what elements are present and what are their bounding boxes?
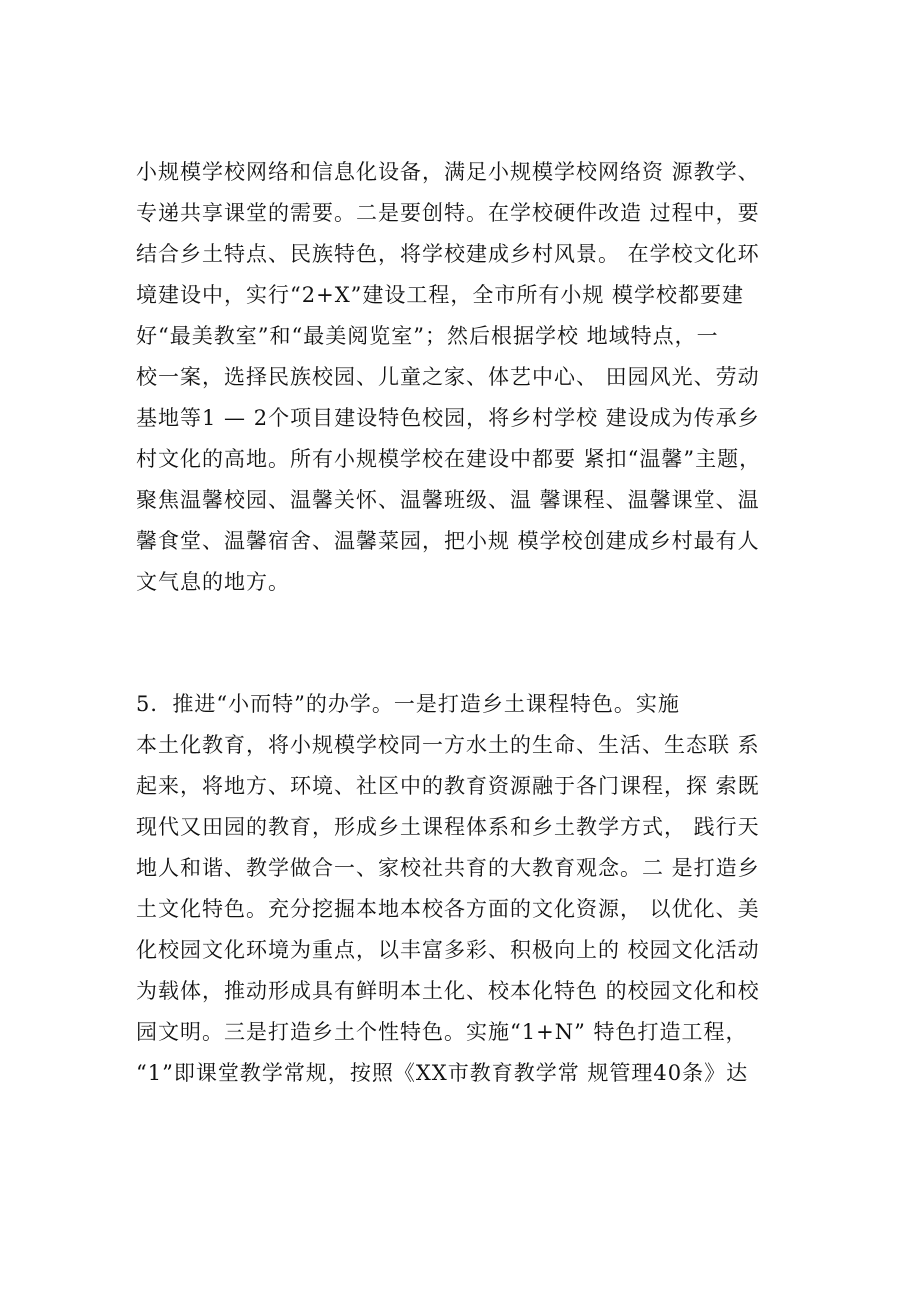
text-line: 现代又田园的教育，形成乡土课程体系和乡土教学方式， 践行天 <box>136 815 760 839</box>
text-line: 境建设中，实行“2+X”建设工程，全市所有小规 模学校都要建 <box>136 283 745 307</box>
text-line: 地人和谐、教学做合一、家校社共育的大教育观念。二 是打造乡 <box>136 856 760 880</box>
text-line: 结合乡土特点、民族特色，将学校建成乡村风景。 在学校文化环 <box>136 242 760 266</box>
paragraph-1 <box>136 152 816 603</box>
text-line: 园文明。三是打造乡土个性特色。实施“1+N” 特色打造工程， <box>136 1020 748 1044</box>
text-line: 起来，将地方、环境、社区中的教育资源融于各门课程，探 索既 <box>136 774 760 798</box>
text-line: 基地等1 — 2个项目建设特色校园，将乡村学校 建设成为传承乡 <box>136 406 760 430</box>
text-line: 校一案，选择民族校园、儿童之家、体艺中心、 田园风光、劳动 <box>136 365 760 389</box>
text-line: 小规模学校网络和信息化设备，满足小规模学校网络资 源教学、 <box>136 160 760 184</box>
text-line: 村文化的高地。所有小规模学校在建设中都要 紧扣“温馨”主题， <box>136 447 762 471</box>
text-line: 5．推进“小而特”的办学。一是打造乡土课程特色。实施 <box>136 692 680 716</box>
text-line: 土文化特色。充分挖掘本地本校各方面的文化资源， 以优化、美 <box>136 897 760 921</box>
text-line: 文气息的地方。 <box>136 570 290 594</box>
text-line: 聚焦温馨校园、温馨关怀、温馨班级、温 馨课程、温馨课堂、温 <box>136 488 760 512</box>
text-line: “1”即课堂教学常规，按照《XX市教育教学常 规管理40条》达 <box>136 1061 749 1085</box>
paragraph-2 <box>136 684 816 1094</box>
text-line: 专递共享课堂的需要。二是要创特。在学校硬件改造 过程中，要 <box>136 201 760 225</box>
text-line: 为载体，推动形成具有鲜明本土化、校本化特色 的校园文化和校 <box>136 979 760 1003</box>
text-line: 馨食堂、温馨宿舍、温馨菜园，把小规 模学校创建成乡村最有人 <box>136 529 760 553</box>
text-line: 好“最美教室”和“最美阅览室”；然后根据学校 地域特点，一 <box>136 324 719 348</box>
text-line: 本土化教育，将小规模学校同一方水土的生命、生活、生态联 系 <box>136 733 760 757</box>
text-line: 化校园文化环境为重点，以丰富多彩、积极向上的 校园文化活动 <box>136 938 760 962</box>
